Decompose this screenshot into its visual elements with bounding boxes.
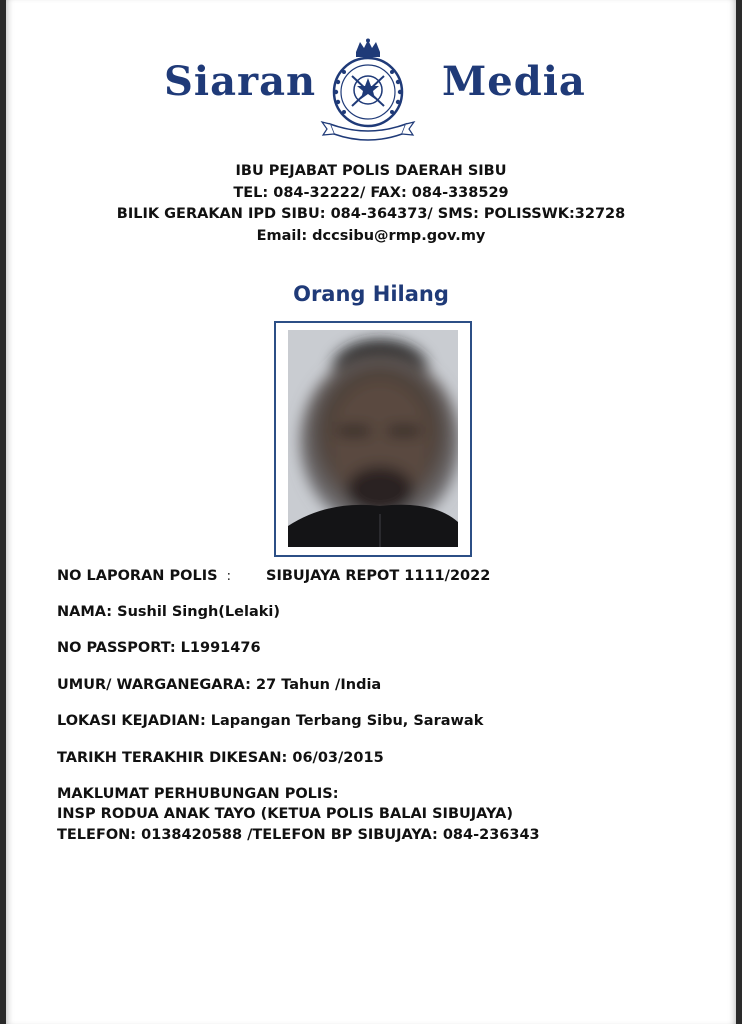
report-number-label: NO LAPORAN POLIS (57, 568, 218, 584)
contact-title: MAKLUMAT PERHUBUNGAN POLIS: (57, 786, 339, 802)
photo-frame (274, 321, 472, 557)
notice-heading: Orang Hilang (293, 282, 449, 306)
press-release-page (6, 0, 736, 1024)
location-field: LOKASI KEJADIAN: Lapangan Terbang Sibu, Sarawak (57, 713, 484, 729)
age-nationality-field: UMUR/ WARGANEGARA: 27 Tahun /India (57, 677, 382, 693)
office-ops-room: BILIK GERAKAN IPD SIBU: 084-364373/ SMS: POLISSWK:32728 (116, 206, 626, 222)
office-tel-fax: TEL: 084-32222/ FAX: 084-338529 (233, 185, 509, 201)
contact-officer: INSP RODUA ANAK TAYO (KETUA POLIS BALAI SIBUJAYA) (57, 806, 513, 822)
report-number-value: SIBUJAYA REPOT 1111/2022 (266, 568, 491, 584)
report-number-row (57, 568, 490, 584)
office-name: IBU PEJABAT POLIS DAERAH SIBU (235, 163, 507, 179)
title-siaran: Siaran (164, 58, 317, 105)
office-email: Email: dccsibu@rmp.gov.my (256, 228, 486, 244)
name-field: NAMA: Sushil Singh(Lelaki) (57, 604, 280, 620)
last-seen-field: TARIKH TERAKHIR DIKESAN: 06/03/2015 (57, 750, 384, 766)
report-number-separator: : (226, 569, 231, 584)
title-media: Media (442, 58, 586, 105)
police-crest-icon (318, 38, 418, 142)
contact-phone: TELEFON: 0138420588 /TELEFON BP SIBUJAYA: 084-236343 (57, 827, 540, 843)
blurred-person-photo (288, 330, 458, 547)
passport-field: NO PASSPORT: L1991476 (57, 640, 261, 656)
